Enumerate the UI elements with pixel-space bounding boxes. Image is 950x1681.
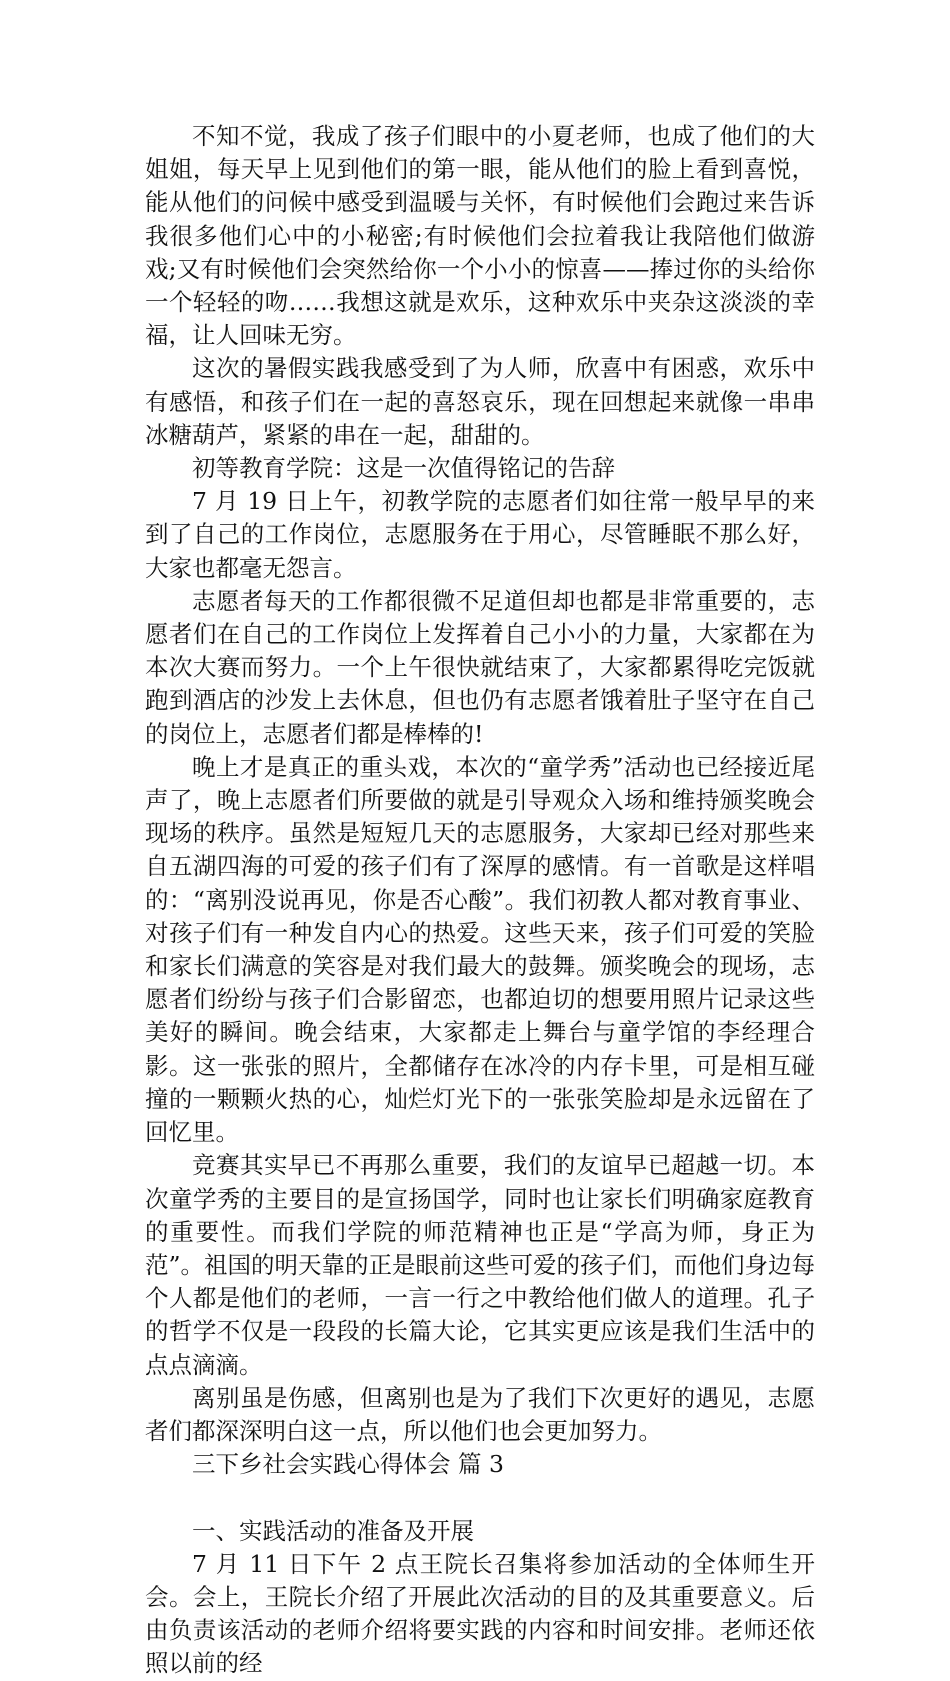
- document-page: [145, 120, 815, 1681]
- article-title-farewell: 初等教育学院：这是一次值得铭记的告辞: [192, 454, 615, 483]
- paragraph-evening-ceremony: 晚上才是真正的重头戏，本次的“童学秀”活动也已经接近尾声了，晚上志愿者们所要做的就是引导观众入场和维持颁奖晚会现场的秩序。虽然是短短几天的志愿服务，大家却已经对那些来自五湖四海的可爱的孩子们有了深厚的感情。有一首歌是这样唱的：“离别没说再见，你是否心酸”。我们初教人都对教育事业、对孩子们有一种发自内心的热爱。这些天来，孩子们可爱的笑脸和家长们满意的笑容是对我们最大的鼓舞。颁奖晚会的现场，志愿者们纷纷与孩子们合影留恋，也都迫切的想要用照片记录这些美好的瞬间。晚会结束，大家都走上舞台与童学馆的李经理合影。这一张张的照片，全都储存在冰冷的内存卡里，可是相互碰撞的一颗颗火热的心，灿烂灯光下的一张张笑脸却是永远留在了回忆里。: [145, 752, 815, 1147]
- section-title: 三下乡社会实践心得体会 篇 3: [192, 1450, 504, 1479]
- paragraph-volunteer-work: 志愿者每天的工作都很微不足道但却也都是非常重要的，志愿者们在自己的工作岗位上发挥着自己小小的力量，大家都在为本次大赛而努力。一个上午很快就结束了，大家都累得吃完饭就跑到酒店的沙发上去休息，但也仍有志愿者饿着肚子坚守在自己的岗位上，志愿者们都是棒棒的!: [145, 586, 815, 748]
- paragraph-july-19-morning: 7 月 19 日上午，初教学院的志愿者们如往常一般早早的来到了自己的工作岗位，志愿服务在于用心，尽管睡眠不那么好，大家也都毫无怨言。: [145, 487, 815, 582]
- blank-line: [145, 1481, 815, 1514]
- paragraph-july-11-meeting: 7 月 11 日下午 2 点王院长召集将参加活动的全体师生开会。会上，王院长介绍了开展此次活动的目的及其重要意义。后由负责该活动的老师介绍将要实践的内容和时间安排。老师还依照以前的经: [145, 1549, 815, 1678]
- paragraph-summer-reflection: 这次的暑假实践我感受到了为人师，欣喜中有困惑，欢乐中有感悟，和孩子们在一起的喜怒哀乐，现在回想起来就像一串串冰糖葫芦，紧紧的串在一起，甜甜的。: [145, 354, 815, 449]
- paragraph-competition-meaning: 竞赛其实早已不再那么重要，我们的友谊早已超越一切。本次童学秀的主要目的是宣扬国学，同时也让家长们明确家庭教育的重要性。而我们学院的师范精神也正是“学高为师，身正为范”。祖国的明天靠的正是眼前这些可爱的孩子们，而他们身边每个人都是他们的老师，一言一行之中教给他们做人的道理。孔子的哲学不仅是一段段的长篇大论，它其实更应该是我们生活中的点点滴滴。: [145, 1151, 816, 1379]
- subsection-title: 一、实践活动的准备及开展: [192, 1516, 474, 1545]
- paragraph-summer-teacher: 不知不觉，我成了孩子们眼中的小夏老师，也成了他们的大姐姐，每天早上见到他们的第一眼，能从他们的脸上看到喜悦，能从他们的问候中感受到温暖与关怀，有时候他们会跑过来告诉我很多他们心中的小秘密;有时候他们会拉着我让我陪他们做游戏;又有时候他们会突然给你一个小小的惊喜——捧过你的头给你一个轻轻的吻……我想这就是欢乐，这种欢乐中夹杂这淡淡的幸福，让人回味无穷。: [145, 122, 815, 350]
- paragraph-farewell: 离别虽是伤感，但离别也是为了我们下次更好的遇见，志愿者们都深深明白这一点，所以他们也会更加努力。: [145, 1383, 815, 1445]
